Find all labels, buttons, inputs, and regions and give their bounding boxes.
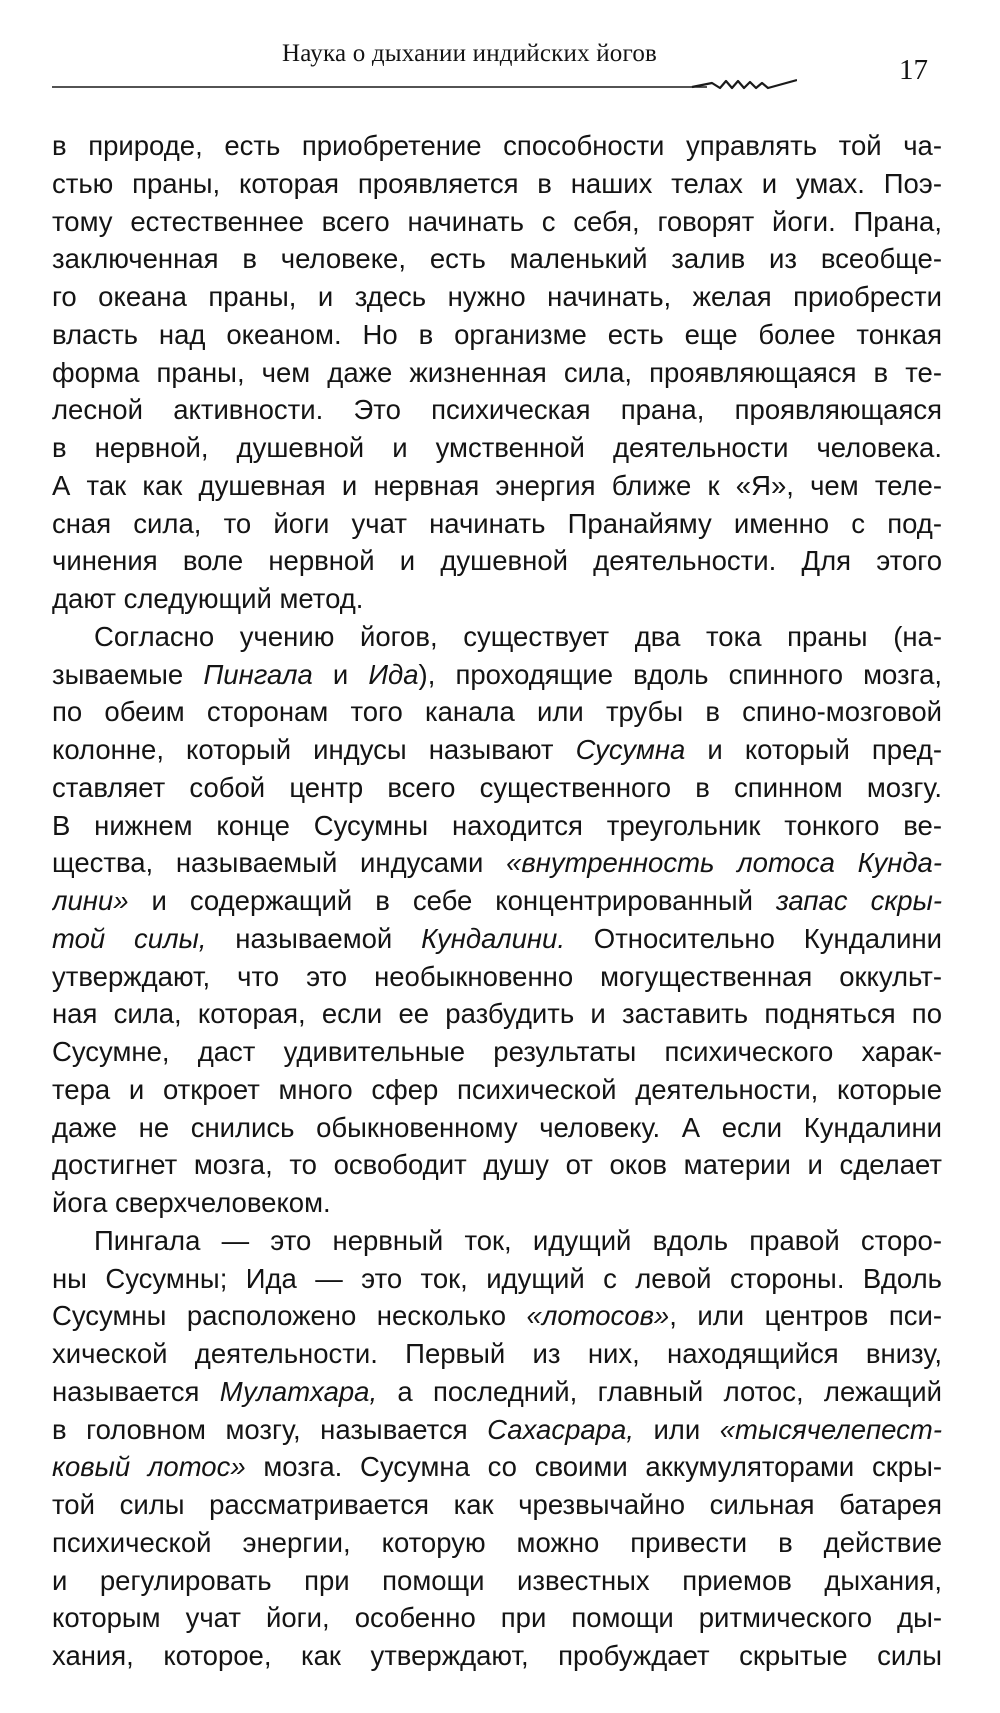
text-segment: щества, называемый индусами — [52, 847, 507, 879]
italic-text: Сахасрара, — [487, 1413, 634, 1445]
text-segment: и регулировать при помощи известных приемов дыхания, — [52, 1564, 942, 1596]
text-segment: хания, которое, как утверждают, пробуждает скрытые силы — [52, 1640, 942, 1671]
text-line — [52, 920, 942, 958]
text-segment: или — [633, 1413, 720, 1445]
text-line — [52, 354, 942, 392]
text-line — [52, 1562, 942, 1600]
text-segment: в головном мозгу, называется — [52, 1413, 488, 1445]
italic-text: Ида — [368, 658, 419, 690]
text-segment: йога сверхчеловеком. — [52, 1187, 331, 1218]
text-line — [52, 542, 942, 580]
text-line — [52, 731, 942, 769]
italic-text: «лотосов» — [526, 1300, 670, 1332]
text-body — [52, 127, 942, 1675]
italic-text: Кундалини. — [421, 922, 565, 954]
text-segment: тому естественнее всего начинать с себя, говорят йоги. Прана, — [52, 205, 942, 237]
text-line — [52, 505, 942, 543]
text-segment: психической энергии, которую можно привести в действие — [52, 1526, 942, 1558]
text-segment: Относительно Кундалини — [564, 922, 942, 954]
text-segment: ная сила, которая, если ее разбудить и заставить подняться по — [52, 998, 942, 1030]
italic-text: Пингала — [203, 658, 313, 690]
text-segment: го океана праны, и здесь нужно начинать, желая приобрести — [52, 281, 942, 312]
text-line — [52, 1297, 942, 1335]
text-line — [52, 882, 942, 920]
text-line — [52, 165, 942, 203]
text-segment: зываемые — [52, 658, 204, 690]
text-segment: которым учат йоги, особенно при помощи ритмического ды- — [52, 1602, 942, 1634]
text-line — [52, 656, 942, 694]
text-segment: В нижнем конце Сусумны находится треугольник тонкого ве- — [52, 809, 942, 841]
italic-text: «тысячелепест- — [719, 1413, 942, 1445]
text-segment: достигнет мозга, то освободит душу от оков материи и сделает — [52, 1149, 942, 1181]
text-line — [52, 618, 942, 656]
text-line — [52, 1260, 942, 1298]
text-segment: даже не снились обыкновенному человеку. А если Кундалини — [52, 1111, 942, 1143]
text-line — [52, 1637, 942, 1675]
text-segment: и который пред- — [685, 734, 942, 765]
text-segment: а последний, главный лотос, лежащий — [377, 1375, 942, 1407]
text-line — [52, 127, 942, 165]
text-line — [52, 1411, 942, 1449]
text-segment: Сусумны расположено несколько — [52, 1300, 527, 1332]
text-line — [52, 1335, 942, 1373]
text-segment: хической деятельности. Первый из них, находящийся внизу, — [52, 1338, 942, 1369]
text-line — [52, 1599, 942, 1637]
text-segment: форма праны, чем даже жизненная сила, проявляющаяся в те- — [52, 356, 942, 388]
text-segment: колонне, который индусы называют — [52, 734, 576, 765]
text-line — [52, 1373, 942, 1411]
text-segment: лесной активности. Это психическая прана, проявляющаяся — [52, 394, 942, 426]
text-line — [52, 278, 942, 316]
text-line — [52, 958, 942, 996]
text-line — [52, 844, 942, 882]
text-line — [52, 1146, 942, 1184]
text-segment: заключенная в человеке, есть маленький залив из всеобще- — [52, 243, 942, 275]
text-line — [52, 580, 942, 618]
italic-text: «внутренность лотоса Кунда- — [506, 847, 942, 879]
text-line — [52, 1222, 942, 1260]
text-segment: тера и откроет много сфер психической деятельности, которые — [52, 1073, 942, 1105]
text-line — [52, 1448, 942, 1486]
text-segment: сная сила, то йоги учат начинать Пранайяму именно с под- — [52, 507, 942, 539]
text-segment: называется — [52, 1375, 220, 1407]
text-segment: Согласно учению йогов, существует два тока праны (на- — [94, 620, 942, 652]
text-line — [52, 240, 942, 278]
italic-text: Сусумна — [575, 734, 686, 765]
text-segment: утверждают, что это необыкновенно могущественная оккульт- — [52, 960, 942, 992]
text-segment: той силы рассматривается как чрезвычайно сильная батарея — [52, 1489, 942, 1520]
text-segment: чинения воле нервной и душевной деятельности. Для этого — [52, 545, 942, 577]
italic-text: той силы, — [52, 922, 207, 954]
text-segment: дают следующий метод. — [52, 583, 364, 614]
text-segment: по обеим сторонам того канала или трубы в спино-мозговой — [52, 696, 942, 728]
italic-text: Мулатхара, — [219, 1375, 378, 1407]
italic-text: запас скры- — [775, 885, 942, 916]
header-rule — [52, 78, 797, 92]
text-segment: называемой — [206, 922, 422, 954]
text-segment: ставляет собой центр всего существенного в спинном мозгу. — [52, 771, 942, 803]
text-line — [52, 995, 942, 1033]
text-line — [52, 316, 942, 354]
text-segment: мозга. Сусумна со своими аккумуляторами скры- — [245, 1451, 942, 1483]
text-segment: в природе, есть приобретение способности управлять той ча- — [52, 130, 942, 161]
text-line — [52, 1071, 942, 1109]
text-line — [52, 429, 942, 467]
text-segment: А так как душевная и нервная энергия ближе к «Я», чем теле- — [52, 469, 942, 501]
text-segment: , или центров пси- — [669, 1300, 942, 1332]
text-segment: и — [312, 658, 369, 690]
text-segment: власть над океаном. Но в организме есть еще более тонкая — [52, 318, 942, 350]
text-line — [52, 1184, 942, 1222]
running-title: Наука о дыхании индийских йогов — [282, 40, 658, 67]
page-header — [52, 28, 942, 88]
ornament-flourish — [692, 80, 797, 88]
text-segment: ны Сусумны; Ида — это ток, идущий с левой стороны. Вдоль — [52, 1262, 942, 1294]
text-line — [52, 1033, 942, 1071]
text-line — [52, 1486, 942, 1524]
text-segment: Сусумне, даст удивительные результаты психического харак- — [52, 1036, 942, 1067]
text-line — [52, 391, 942, 429]
italic-text: ковый лотос» — [52, 1451, 246, 1483]
text-line — [52, 467, 942, 505]
italic-text: лини» — [52, 885, 129, 916]
text-segment: стью праны, которая проявляется в наших телах и умах. Поэ- — [52, 167, 942, 199]
text-segment: Пингала — это нервный ток, идущий вдоль правой сторо- — [94, 1224, 942, 1256]
text-line — [52, 807, 942, 845]
text-segment: и содержащий в себе концентрированный — [128, 885, 776, 916]
text-segment: в нервной, душевной и умственной деятельности человека. — [52, 432, 942, 463]
text-line — [52, 1524, 942, 1562]
text-line — [52, 1109, 942, 1147]
text-line — [52, 769, 942, 807]
text-segment: ), проходящие вдоль спинного мозга, — [418, 658, 942, 690]
text-line — [52, 203, 942, 241]
page-number: 17 — [899, 54, 928, 86]
text-line — [52, 693, 942, 731]
